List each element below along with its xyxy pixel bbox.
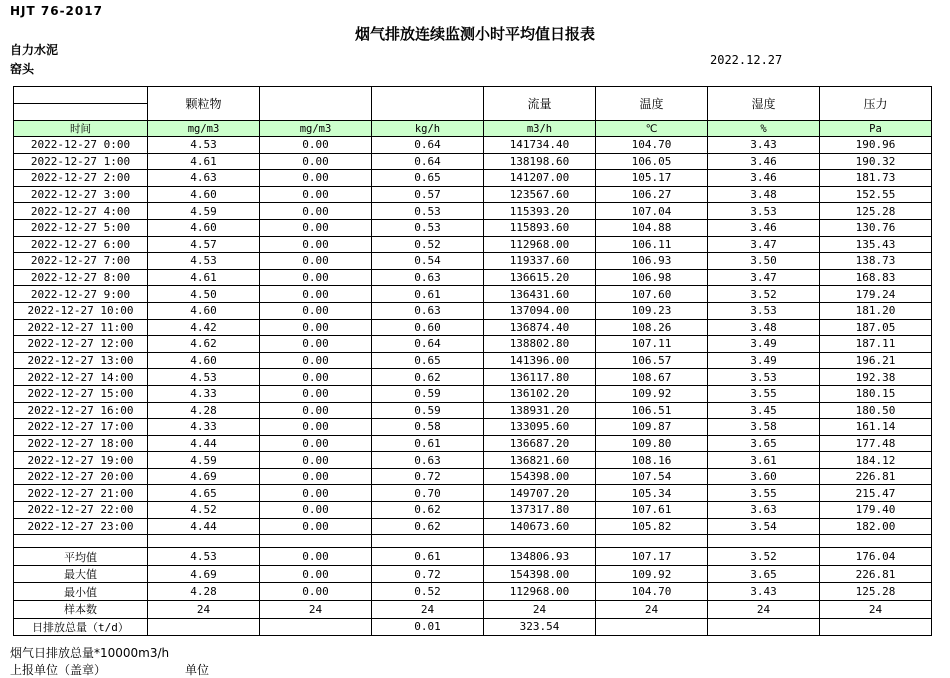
value-cell: 140673.60 xyxy=(484,518,596,535)
value-cell: 0.63 xyxy=(372,269,484,286)
value-cell xyxy=(708,535,820,548)
row-label-cell: 2022-12-27 20:00 xyxy=(14,468,148,485)
value-cell: 0.53 xyxy=(372,203,484,220)
report-table xyxy=(13,86,932,636)
row-label-cell: 2022-12-27 4:00 xyxy=(14,203,148,220)
value-cell: 104.70 xyxy=(596,583,708,601)
value-cell: 4.53 xyxy=(148,369,260,386)
value-cell: 0.00 xyxy=(260,186,372,203)
value-cell: 136687.20 xyxy=(484,435,596,452)
value-cell: 107.54 xyxy=(596,468,708,485)
row-label-cell: 平均值 xyxy=(14,548,148,566)
value-cell: 136615.20 xyxy=(484,269,596,286)
value-cell xyxy=(820,535,932,548)
value-cell: 4.44 xyxy=(148,518,260,535)
value-cell: 0.00 xyxy=(260,565,372,583)
value-cell: 4.53 xyxy=(148,548,260,566)
value-cell: 0.00 xyxy=(260,385,372,402)
summary-row xyxy=(14,618,932,636)
value-cell: 0.00 xyxy=(260,336,372,353)
value-cell: 0.70 xyxy=(372,485,484,502)
value-cell: 3.53 xyxy=(708,302,820,319)
value-cell: 3.52 xyxy=(708,286,820,303)
value-cell: 106.05 xyxy=(596,153,708,170)
value-cell: 3.65 xyxy=(708,435,820,452)
value-cell: 0.63 xyxy=(372,452,484,469)
value-cell: 0.59 xyxy=(372,385,484,402)
value-cell: 0.00 xyxy=(260,419,372,436)
value-cell: 0.00 xyxy=(260,286,372,303)
value-cell: 136117.80 xyxy=(484,369,596,386)
value-cell: 0.00 xyxy=(260,485,372,502)
value-cell: 0.64 xyxy=(372,137,484,154)
value-cell: 3.50 xyxy=(708,253,820,270)
table-row xyxy=(14,269,932,286)
group-header-flow: 流量 xyxy=(484,87,596,121)
table-row xyxy=(14,352,932,369)
unit-header-row xyxy=(14,121,932,137)
value-cell: 24 xyxy=(820,601,932,619)
row-label-cell: 2022-12-27 8:00 xyxy=(14,269,148,286)
value-cell: 4.50 xyxy=(148,286,260,303)
value-cell: 180.50 xyxy=(820,402,932,419)
row-label-cell: 2022-12-27 10:00 xyxy=(14,302,148,319)
value-cell: 141734.40 xyxy=(484,137,596,154)
row-label-cell: 2022-12-27 1:00 xyxy=(14,153,148,170)
value-cell: 0.00 xyxy=(260,369,372,386)
value-cell: 0.00 xyxy=(260,468,372,485)
value-cell: 136431.60 xyxy=(484,286,596,303)
value-cell: 0.00 xyxy=(260,518,372,535)
value-cell: 4.62 xyxy=(148,336,260,353)
value-cell: 0.00 xyxy=(260,452,372,469)
value-cell: 0.59 xyxy=(372,402,484,419)
unit-header-mgm3-2: mg/m3 xyxy=(260,121,372,137)
value-cell xyxy=(260,535,372,548)
value-cell: 107.11 xyxy=(596,336,708,353)
row-label-cell: 最小值 xyxy=(14,583,148,601)
value-cell: 4.69 xyxy=(148,565,260,583)
value-cell: 107.61 xyxy=(596,502,708,519)
table-row xyxy=(14,518,932,535)
value-cell: 152.55 xyxy=(820,186,932,203)
value-cell: 109.87 xyxy=(596,419,708,436)
value-cell: 0.52 xyxy=(372,236,484,253)
value-cell: 176.04 xyxy=(820,548,932,566)
footer-report-unit-label: 上报单位（盖章） xyxy=(10,663,107,677)
value-cell xyxy=(260,618,372,636)
row-label-cell: 2022-12-27 21:00 xyxy=(14,485,148,502)
value-cell: 3.52 xyxy=(708,548,820,566)
value-cell: 141396.00 xyxy=(484,352,596,369)
value-cell: 4.63 xyxy=(148,170,260,187)
value-cell: 0.00 xyxy=(260,402,372,419)
value-cell: 0.00 xyxy=(260,435,372,452)
table-row xyxy=(14,236,932,253)
value-cell: 192.38 xyxy=(820,369,932,386)
value-cell xyxy=(596,618,708,636)
value-cell: 4.52 xyxy=(148,502,260,519)
table-row xyxy=(14,385,932,402)
row-label-cell: 2022-12-27 3:00 xyxy=(14,186,148,203)
row-label-cell: 2022-12-27 23:00 xyxy=(14,518,148,535)
value-cell: 137317.80 xyxy=(484,502,596,519)
value-cell: 4.59 xyxy=(148,452,260,469)
value-cell: 3.58 xyxy=(708,419,820,436)
value-cell: 187.05 xyxy=(820,319,932,336)
row-label-cell: 2022-12-27 6:00 xyxy=(14,236,148,253)
value-cell: 0.00 xyxy=(260,153,372,170)
value-cell: 0.64 xyxy=(372,153,484,170)
standard-code: HJT 76-2017 xyxy=(10,4,103,18)
row-label-cell: 2022-12-27 7:00 xyxy=(14,253,148,270)
value-cell: 135.43 xyxy=(820,236,932,253)
value-cell: 3.48 xyxy=(708,186,820,203)
value-cell xyxy=(820,618,932,636)
value-cell: 138802.80 xyxy=(484,336,596,353)
value-cell: 4.59 xyxy=(148,203,260,220)
value-cell: 0.53 xyxy=(372,219,484,236)
value-cell: 138931.20 xyxy=(484,402,596,419)
table-row xyxy=(14,402,932,419)
row-label-cell: 日排放总量（t/d） xyxy=(14,618,148,636)
row-label-cell xyxy=(14,535,148,548)
value-cell: 24 xyxy=(148,601,260,619)
value-cell: 133095.60 xyxy=(484,419,596,436)
value-cell: 182.00 xyxy=(820,518,932,535)
value-cell: 136102.20 xyxy=(484,385,596,402)
value-cell: 0.00 xyxy=(260,269,372,286)
value-cell: 168.83 xyxy=(820,269,932,286)
group-header-temperature: 温度 xyxy=(596,87,708,121)
group-header-row xyxy=(14,87,932,104)
value-cell: 0.64 xyxy=(372,336,484,353)
value-cell: 4.60 xyxy=(148,352,260,369)
value-cell: 0.62 xyxy=(372,518,484,535)
value-cell: 184.12 xyxy=(820,452,932,469)
row-label-cell: 2022-12-27 9:00 xyxy=(14,286,148,303)
value-cell xyxy=(148,618,260,636)
value-cell: 3.45 xyxy=(708,402,820,419)
table-row xyxy=(14,137,932,154)
value-cell: 106.27 xyxy=(596,186,708,203)
row-label-cell: 2022-12-27 14:00 xyxy=(14,369,148,386)
table-row xyxy=(14,286,932,303)
value-cell: 136874.40 xyxy=(484,319,596,336)
value-cell: 0.72 xyxy=(372,468,484,485)
value-cell: 3.63 xyxy=(708,502,820,519)
value-cell: 24 xyxy=(596,601,708,619)
value-cell: 0.00 xyxy=(260,170,372,187)
value-cell: 125.28 xyxy=(820,203,932,220)
value-cell: 0.52 xyxy=(372,583,484,601)
value-cell: 4.60 xyxy=(148,302,260,319)
value-cell: 0.00 xyxy=(260,502,372,519)
value-cell: 0.00 xyxy=(260,319,372,336)
value-cell: 0.00 xyxy=(260,302,372,319)
value-cell: 0.57 xyxy=(372,186,484,203)
page-title: 烟气排放连续监测小时平均值日报表 xyxy=(354,25,595,43)
value-cell: 177.48 xyxy=(820,435,932,452)
unit-header-m3h: m3/h xyxy=(484,121,596,137)
value-cell: 4.60 xyxy=(148,186,260,203)
value-cell xyxy=(708,618,820,636)
value-cell: 4.69 xyxy=(148,468,260,485)
value-cell: 0.61 xyxy=(372,286,484,303)
value-cell: 24 xyxy=(372,601,484,619)
row-label-cell: 2022-12-27 12:00 xyxy=(14,336,148,353)
value-cell: 4.53 xyxy=(148,137,260,154)
table-row xyxy=(14,336,932,353)
value-cell: 107.04 xyxy=(596,203,708,220)
unit-header-percent: % xyxy=(708,121,820,137)
value-cell: 105.17 xyxy=(596,170,708,187)
value-cell: 109.80 xyxy=(596,435,708,452)
value-cell: 3.49 xyxy=(708,352,820,369)
value-cell: 4.33 xyxy=(148,385,260,402)
value-cell: 137094.00 xyxy=(484,302,596,319)
value-cell: 3.55 xyxy=(708,385,820,402)
value-cell: 180.15 xyxy=(820,385,932,402)
value-cell: 181.20 xyxy=(820,302,932,319)
value-cell: 3.55 xyxy=(708,485,820,502)
value-cell xyxy=(148,535,260,548)
table-row xyxy=(14,253,932,270)
value-cell: 3.43 xyxy=(708,583,820,601)
table-row xyxy=(14,452,932,469)
value-cell: 0.00 xyxy=(260,548,372,566)
value-cell: 0.62 xyxy=(372,502,484,519)
table-row xyxy=(14,435,932,452)
value-cell: 3.60 xyxy=(708,468,820,485)
column-header-time: 时间 xyxy=(14,121,148,137)
table-row xyxy=(14,203,932,220)
value-cell: 138198.60 xyxy=(484,153,596,170)
value-cell: 4.53 xyxy=(148,253,260,270)
value-cell: 104.70 xyxy=(596,137,708,154)
value-cell: 179.24 xyxy=(820,286,932,303)
footer-unit-label: 单位 xyxy=(185,663,210,677)
value-cell: 0.01 xyxy=(372,618,484,636)
row-label-cell: 2022-12-27 13:00 xyxy=(14,352,148,369)
table-row xyxy=(14,186,932,203)
value-cell: 0.00 xyxy=(260,203,372,220)
value-cell: 0.00 xyxy=(260,583,372,601)
value-cell: 187.11 xyxy=(820,336,932,353)
value-cell: 0.00 xyxy=(260,236,372,253)
table-row xyxy=(14,319,932,336)
value-cell: 0.54 xyxy=(372,253,484,270)
value-cell: 3.49 xyxy=(708,336,820,353)
unit-header-celsius: ℃ xyxy=(596,121,708,137)
unit-header-pa: Pa xyxy=(820,121,932,137)
value-cell: 3.53 xyxy=(708,203,820,220)
row-label-cell: 2022-12-27 11:00 xyxy=(14,319,148,336)
row-label-cell: 2022-12-27 19:00 xyxy=(14,452,148,469)
value-cell: 115393.20 xyxy=(484,203,596,220)
summary-row xyxy=(14,583,932,601)
value-cell: 3.47 xyxy=(708,236,820,253)
value-cell: 3.53 xyxy=(708,369,820,386)
report-date: 2022.12.27 xyxy=(710,53,783,67)
value-cell: 109.23 xyxy=(596,302,708,319)
row-label-cell: 2022-12-27 5:00 xyxy=(14,219,148,236)
value-cell: 0.00 xyxy=(260,352,372,369)
value-cell: 109.92 xyxy=(596,565,708,583)
value-cell: 226.81 xyxy=(820,468,932,485)
value-cell: 24 xyxy=(708,601,820,619)
value-cell: 3.65 xyxy=(708,565,820,583)
value-cell: 0.00 xyxy=(260,137,372,154)
value-cell: 4.57 xyxy=(148,236,260,253)
table-row xyxy=(14,153,932,170)
value-cell: 106.57 xyxy=(596,352,708,369)
value-cell: 3.46 xyxy=(708,219,820,236)
value-cell: 104.88 xyxy=(596,219,708,236)
table-row xyxy=(14,419,932,436)
value-cell: 107.60 xyxy=(596,286,708,303)
value-cell: 108.26 xyxy=(596,319,708,336)
value-cell: 130.76 xyxy=(820,219,932,236)
time-header-spacer-bottom xyxy=(14,104,148,121)
value-cell: 0.72 xyxy=(372,565,484,583)
value-cell: 105.82 xyxy=(596,518,708,535)
spacer-row xyxy=(14,535,932,548)
monitor-point-name: 窑头 xyxy=(10,62,35,76)
company-name: 自力水泥 xyxy=(10,43,59,57)
value-cell: 190.32 xyxy=(820,153,932,170)
value-cell: 24 xyxy=(484,601,596,619)
value-cell: 138.73 xyxy=(820,253,932,270)
row-label-cell: 最大值 xyxy=(14,565,148,583)
value-cell: 3.46 xyxy=(708,153,820,170)
value-cell: 154398.00 xyxy=(484,468,596,485)
row-label-cell: 2022-12-27 15:00 xyxy=(14,385,148,402)
value-cell xyxy=(372,535,484,548)
value-cell: 123567.60 xyxy=(484,186,596,203)
group-header-humidity: 湿度 xyxy=(708,87,820,121)
value-cell: 0.58 xyxy=(372,419,484,436)
group-header-pressure: 压力 xyxy=(820,87,932,121)
value-cell: 141207.00 xyxy=(484,170,596,187)
row-label-cell: 2022-12-27 16:00 xyxy=(14,402,148,419)
summary-row xyxy=(14,601,932,619)
group-header-empty-1 xyxy=(260,87,372,121)
unit-header-kgh: kg/h xyxy=(372,121,484,137)
value-cell: 0.61 xyxy=(372,435,484,452)
value-cell: 109.92 xyxy=(596,385,708,402)
value-cell: 181.73 xyxy=(820,170,932,187)
value-cell: 0.60 xyxy=(372,319,484,336)
row-label-cell: 2022-12-27 0:00 xyxy=(14,137,148,154)
value-cell: 115893.60 xyxy=(484,219,596,236)
value-cell: 112968.00 xyxy=(484,236,596,253)
value-cell: 134806.93 xyxy=(484,548,596,566)
value-cell: 108.16 xyxy=(596,452,708,469)
value-cell: 4.61 xyxy=(148,269,260,286)
value-cell: 4.44 xyxy=(148,435,260,452)
row-label-cell: 2022-12-27 2:00 xyxy=(14,170,148,187)
value-cell: 190.96 xyxy=(820,137,932,154)
value-cell: 179.40 xyxy=(820,502,932,519)
table-row xyxy=(14,502,932,519)
group-header-empty-2 xyxy=(372,87,484,121)
value-cell: 0.65 xyxy=(372,170,484,187)
value-cell: 3.43 xyxy=(708,137,820,154)
value-cell: 161.14 xyxy=(820,419,932,436)
value-cell: 108.67 xyxy=(596,369,708,386)
table-row xyxy=(14,369,932,386)
value-cell: 0.00 xyxy=(260,219,372,236)
table-row xyxy=(14,219,932,236)
value-cell: 125.28 xyxy=(820,583,932,601)
value-cell xyxy=(596,535,708,548)
value-cell: 4.28 xyxy=(148,402,260,419)
footer-note: 烟气日排放总量*10000m3/h xyxy=(10,646,170,660)
value-cell: 154398.00 xyxy=(484,565,596,583)
group-header-particulate: 颗粒物 xyxy=(148,87,260,121)
value-cell: 0.61 xyxy=(372,548,484,566)
value-cell: 24 xyxy=(260,601,372,619)
table-row xyxy=(14,485,932,502)
row-label-cell: 2022-12-27 17:00 xyxy=(14,419,148,436)
value-cell: 0.00 xyxy=(260,253,372,270)
summary-row xyxy=(14,565,932,583)
value-cell: 4.28 xyxy=(148,583,260,601)
row-label-cell: 样本数 xyxy=(14,601,148,619)
value-cell: 226.81 xyxy=(820,565,932,583)
summary-row xyxy=(14,548,932,566)
table-row xyxy=(14,302,932,319)
value-cell: 4.42 xyxy=(148,319,260,336)
value-cell: 106.98 xyxy=(596,269,708,286)
value-cell: 4.65 xyxy=(148,485,260,502)
value-cell: 196.21 xyxy=(820,352,932,369)
value-cell: 3.47 xyxy=(708,269,820,286)
value-cell: 105.34 xyxy=(596,485,708,502)
row-label-cell: 2022-12-27 22:00 xyxy=(14,502,148,519)
value-cell: 106.51 xyxy=(596,402,708,419)
table-row xyxy=(14,468,932,485)
value-cell: 4.60 xyxy=(148,219,260,236)
value-cell: 112968.00 xyxy=(484,583,596,601)
value-cell: 136821.60 xyxy=(484,452,596,469)
value-cell xyxy=(484,535,596,548)
value-cell: 3.61 xyxy=(708,452,820,469)
value-cell: 0.63 xyxy=(372,302,484,319)
value-cell: 149707.20 xyxy=(484,485,596,502)
value-cell: 3.54 xyxy=(708,518,820,535)
value-cell: 119337.60 xyxy=(484,253,596,270)
value-cell: 107.17 xyxy=(596,548,708,566)
table-body xyxy=(14,137,932,636)
value-cell: 3.46 xyxy=(708,170,820,187)
time-header-spacer-top xyxy=(14,87,148,104)
value-cell: 0.62 xyxy=(372,369,484,386)
value-cell: 215.47 xyxy=(820,485,932,502)
value-cell: 4.33 xyxy=(148,419,260,436)
value-cell: 0.65 xyxy=(372,352,484,369)
value-cell: 106.93 xyxy=(596,253,708,270)
row-label-cell: 2022-12-27 18:00 xyxy=(14,435,148,452)
value-cell: 3.48 xyxy=(708,319,820,336)
unit-header-mgm3-1: mg/m3 xyxy=(148,121,260,137)
value-cell: 106.11 xyxy=(596,236,708,253)
value-cell: 323.54 xyxy=(484,618,596,636)
value-cell: 4.61 xyxy=(148,153,260,170)
table-row xyxy=(14,170,932,187)
